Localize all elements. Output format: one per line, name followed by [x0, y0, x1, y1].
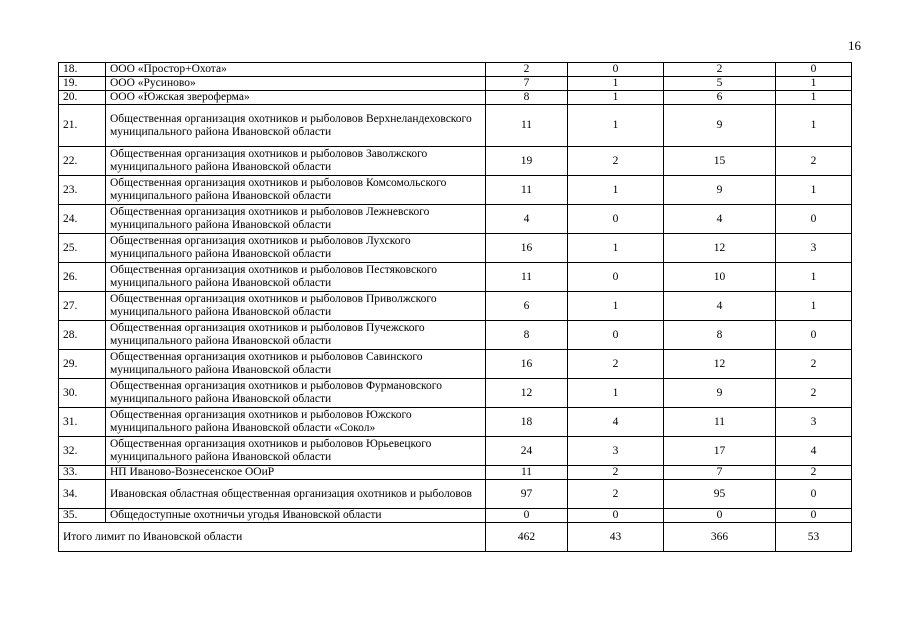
value-cell: 1 — [568, 105, 664, 147]
total-value: 53 — [776, 523, 852, 552]
org-name: НП Иваново-Вознесенское ООиР — [106, 466, 486, 480]
value-cell: 2 — [664, 63, 776, 77]
value-cell: 1 — [568, 379, 664, 408]
value-cell: 1 — [568, 176, 664, 205]
value-cell: 18 — [486, 408, 568, 437]
org-name: Общественная организация охотников и рыболовов Верхнеландеховского муниципального района Ивановской области — [106, 105, 486, 147]
table-row — [59, 176, 852, 205]
value-cell: 24 — [486, 437, 568, 466]
org-name: ООО «Русиново» — [106, 77, 486, 91]
value-cell: 97 — [486, 480, 568, 509]
org-name: Общественная организация охотников и рыболовов Лухского муниципального района Ивановской области — [106, 234, 486, 263]
value-cell: 12 — [486, 379, 568, 408]
table-row — [59, 77, 852, 91]
table-row — [59, 91, 852, 105]
row-number: 24. — [59, 205, 106, 234]
row-number: 35. — [59, 509, 106, 523]
value-cell: 4 — [664, 205, 776, 234]
value-cell: 1 — [776, 292, 852, 321]
value-cell: 9 — [664, 176, 776, 205]
table-row — [59, 321, 852, 350]
value-cell: 8 — [486, 91, 568, 105]
org-name: ООО «Южская звероферма» — [106, 91, 486, 105]
org-name: Общественная организация охотников и рыболовов Фурмановского муниципального района Ивановской области — [106, 379, 486, 408]
value-cell: 1 — [568, 292, 664, 321]
table-row — [59, 350, 852, 379]
value-cell: 10 — [664, 263, 776, 292]
value-cell: 1 — [568, 77, 664, 91]
table-row — [59, 263, 852, 292]
org-name: Общественная организация охотников и рыболовов Заволжского муниципального района Ивановской области — [106, 147, 486, 176]
value-cell: 2 — [776, 147, 852, 176]
value-cell: 12 — [664, 234, 776, 263]
row-number: 33. — [59, 466, 106, 480]
org-name: Ивановская областная общественная организация охотников и рыболовов — [106, 480, 486, 509]
total-row — [59, 523, 852, 552]
value-cell: 9 — [664, 379, 776, 408]
row-number: 27. — [59, 292, 106, 321]
row-number: 34. — [59, 480, 106, 509]
value-cell: 2 — [568, 480, 664, 509]
table-row — [59, 437, 852, 466]
org-name: Общественная организация охотников и рыболовов Приволжского муниципального района Ивановской области — [106, 292, 486, 321]
value-cell: 4 — [486, 205, 568, 234]
org-name: Общественная организация охотников и рыболовов Пестяковского муниципального района Ивановской области — [106, 263, 486, 292]
org-name: Общественная организация охотников и рыболовов Комсомольского муниципального района Ивановской области — [106, 176, 486, 205]
value-cell: 5 — [664, 77, 776, 91]
value-cell: 16 — [486, 350, 568, 379]
value-cell: 0 — [776, 63, 852, 77]
value-cell: 0 — [486, 509, 568, 523]
org-name: Общественная организация охотников и рыболовов Савинского муниципального района Ивановской области — [106, 350, 486, 379]
value-cell: 7 — [486, 77, 568, 91]
value-cell: 0 — [568, 263, 664, 292]
value-cell: 15 — [664, 147, 776, 176]
total-value: 366 — [664, 523, 776, 552]
org-name: Общественная организация охотников и рыболовов Лежневского муниципального района Ивановской области — [106, 205, 486, 234]
value-cell: 0 — [776, 321, 852, 350]
value-cell: 3 — [568, 437, 664, 466]
row-number: 30. — [59, 379, 106, 408]
value-cell: 4 — [664, 292, 776, 321]
value-cell: 1 — [776, 176, 852, 205]
org-name: Общественная организация охотников и рыболовов Южского муниципального района Ивановской области «Сокол» — [106, 408, 486, 437]
value-cell: 11 — [486, 105, 568, 147]
row-number: 31. — [59, 408, 106, 437]
value-cell: 11 — [486, 176, 568, 205]
value-cell: 0 — [568, 321, 664, 350]
row-number: 20. — [59, 91, 106, 105]
value-cell: 6 — [664, 91, 776, 105]
value-cell: 0 — [568, 205, 664, 234]
value-cell: 1 — [568, 91, 664, 105]
value-cell: 0 — [776, 205, 852, 234]
value-cell: 2 — [776, 379, 852, 408]
value-cell: 19 — [486, 147, 568, 176]
limits-table — [58, 62, 852, 552]
value-cell: 3 — [776, 234, 852, 263]
table-row — [59, 466, 852, 480]
table-row — [59, 509, 852, 523]
row-number: 18. — [59, 63, 106, 77]
row-number: 26. — [59, 263, 106, 292]
row-number: 19. — [59, 77, 106, 91]
value-cell: 1 — [776, 77, 852, 91]
table-row — [59, 480, 852, 509]
table-row — [59, 234, 852, 263]
table-row — [59, 379, 852, 408]
value-cell: 2 — [776, 350, 852, 379]
value-cell: 4 — [776, 437, 852, 466]
value-cell: 0 — [776, 509, 852, 523]
org-name: ООО «Простор+Охота» — [106, 63, 486, 77]
table-row — [59, 408, 852, 437]
value-cell: 0 — [776, 480, 852, 509]
value-cell: 7 — [664, 466, 776, 480]
page-number: 16 — [848, 38, 861, 53]
row-number: 29. — [59, 350, 106, 379]
value-cell: 8 — [664, 321, 776, 350]
value-cell: 11 — [486, 263, 568, 292]
value-cell: 4 — [568, 408, 664, 437]
total-label: Итого лимит по Ивановской области — [59, 523, 486, 552]
value-cell: 6 — [486, 292, 568, 321]
value-cell: 2 — [486, 63, 568, 77]
value-cell: 1 — [776, 105, 852, 147]
value-cell: 0 — [568, 509, 664, 523]
value-cell: 2 — [568, 466, 664, 480]
table-row — [59, 63, 852, 77]
value-cell: 0 — [568, 63, 664, 77]
value-cell: 9 — [664, 105, 776, 147]
row-number: 32. — [59, 437, 106, 466]
value-cell: 16 — [486, 234, 568, 263]
table-row — [59, 292, 852, 321]
row-number: 25. — [59, 234, 106, 263]
org-name: Общественная организация охотников и рыболовов Юрьевецкого муниципального района Ивановской области — [106, 437, 486, 466]
value-cell: 11 — [486, 466, 568, 480]
row-number: 22. — [59, 147, 106, 176]
table-row — [59, 205, 852, 234]
value-cell: 2 — [568, 350, 664, 379]
value-cell: 2 — [776, 466, 852, 480]
row-number: 23. — [59, 176, 106, 205]
row-number: 21. — [59, 105, 106, 147]
value-cell: 17 — [664, 437, 776, 466]
total-value: 462 — [486, 523, 568, 552]
org-name: Общедоступные охотничьи угодья Ивановской области — [106, 509, 486, 523]
value-cell: 12 — [664, 350, 776, 379]
total-value: 43 — [568, 523, 664, 552]
org-name: Общественная организация охотников и рыболовов Пучежского муниципального района Ивановской области — [106, 321, 486, 350]
value-cell: 8 — [486, 321, 568, 350]
value-cell: 1 — [776, 91, 852, 105]
value-cell: 3 — [776, 408, 852, 437]
value-cell: 1 — [568, 234, 664, 263]
value-cell: 11 — [664, 408, 776, 437]
value-cell: 0 — [664, 509, 776, 523]
row-number: 28. — [59, 321, 106, 350]
table-row — [59, 147, 852, 176]
table-row — [59, 105, 852, 147]
value-cell: 2 — [568, 147, 664, 176]
value-cell: 1 — [776, 263, 852, 292]
value-cell: 95 — [664, 480, 776, 509]
